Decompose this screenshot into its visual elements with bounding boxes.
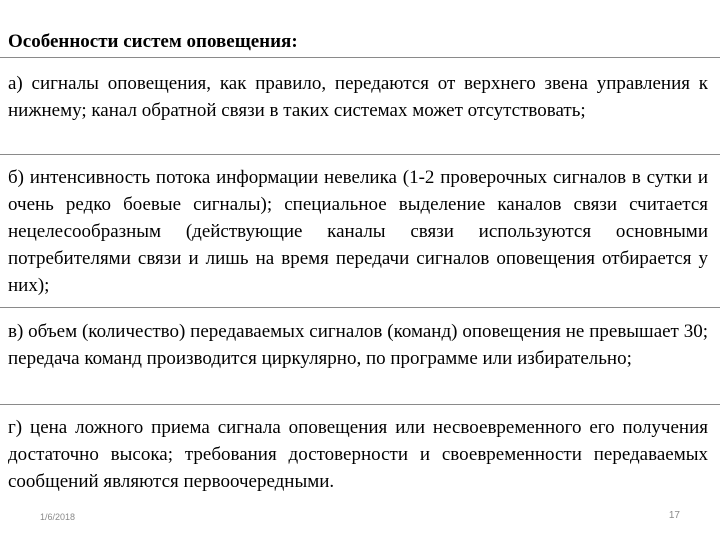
divider bbox=[0, 404, 720, 405]
item-c-text: в) объем (количество) передаваемых сигналов (команд) оповещения не превышает 30; передача команд производится циркулярно, по программе или избирательно; bbox=[8, 321, 708, 369]
slide-title: Особенности систем оповещения: bbox=[8, 31, 298, 52]
divider bbox=[0, 154, 720, 155]
item-a-text: а) сигналы оповещения, как правило, передаются от верхнего звена управления к нижнему; канал обратной связи в таких системах может отсутствовать; bbox=[8, 73, 708, 121]
item-d-text: г) цена ложного приема сигнала оповещения или несвоевременного его получения достаточно высока; требования достоверности и своевременности передаваемых сообщений являются первоочередными. bbox=[8, 417, 708, 492]
divider bbox=[0, 307, 720, 308]
footer-date: 1/6/2018 bbox=[40, 512, 76, 522]
item-b-text: б) интенсивность потока информации невелика (1-2 проверочных сигналов в сутки и очень редко боевые сигналы); специальное выделение каналов связи считается нецелесообразным (действующие каналы связи используются основными потребителями связи и лишь на время передачи сигналов оповещения отбирается у них); bbox=[8, 167, 708, 296]
divider bbox=[0, 57, 720, 58]
page-number: 17 bbox=[668, 510, 680, 521]
